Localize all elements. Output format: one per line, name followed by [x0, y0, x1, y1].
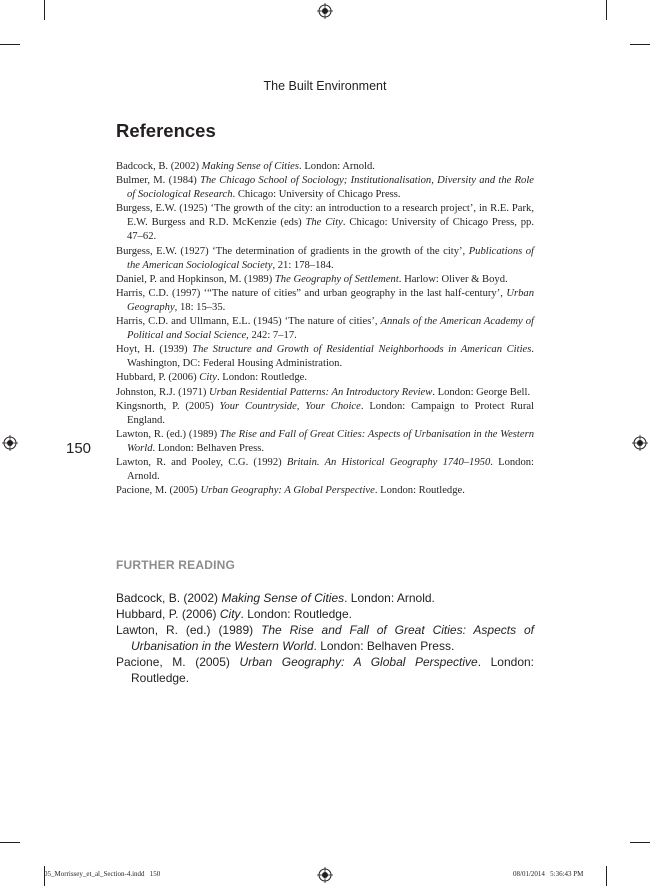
- crop-mark: [630, 842, 650, 843]
- reference-entry: Burgess, E.W. (1925) ‘The growth of the city: an introduction to a research project’, in R.E. Park, E.W. Burgess and R.D. McKenzie (eds) The City. Chicago: University of Chicago Press, pp. 47–62.: [116, 203, 534, 243]
- further-reading-entry: Lawton, R. (ed.) (1989) The Rise and Fall of Great Cities: Aspects of Urbanisation in the Western World. London: Belhaven Press.: [116, 623, 534, 653]
- reference-entry: Lawton, R. (ed.) (1989) The Rise and Fall of Great Cities: Aspects of Urbanisation in the Western World. London: Belhaven Press.: [116, 428, 534, 454]
- references-list: [116, 160, 534, 498]
- reference-entry: Hoyt, H. (1939) The Structure and Growth of Residential Neighborhoods in American Cities. Washington, DC: Federal Housing Administration.: [116, 344, 534, 370]
- registration-mark-icon: [632, 435, 648, 451]
- registration-mark-icon: [2, 435, 18, 451]
- page-number: 150: [66, 440, 92, 457]
- crop-mark: [0, 44, 20, 45]
- further-reading-entry: Hubbard, P. (2006) City. London: Routledge.: [116, 607, 352, 621]
- further-reading-entry: Badcock, B. (2002) Making Sense of Cities. London: Arnold.: [116, 591, 435, 605]
- reference-entry: Bulmer, M. (1984) The Chicago School of Sociology; Institutionalisation, Diversity and the Role of Sociological Research. Chicago: University of Chicago Press.: [116, 175, 534, 201]
- reference-entry: Lawton, R. and Pooley, C.G. (1992) Britain. An Historical Geography 1740–1950. London: Arnold.: [116, 456, 534, 483]
- slug-date-info: 08/01/2014 5:36:43 PM: [513, 870, 584, 878]
- crop-mark: [630, 44, 650, 45]
- reference-entry: Harris, C.D. (1997) ‘“The nature of cities” and urban geography in the last half-century’, Urban Geography, 18: 15–35.: [116, 287, 534, 313]
- reference-entry: Kingsnorth, P. (2005) Your Countryside, Your Choice. London: Campaign to Protect Rural England.: [116, 400, 534, 426]
- running-header: The Built Environment: [263, 79, 387, 93]
- reference-entry: Harris, C.D. and Ullmann, E.L. (1945) ‘The nature of cities’, Annals of the American Academy of Political and Social Science, 242: 7–17.: [116, 316, 534, 342]
- further-reading-heading: FURTHER READING: [116, 558, 235, 572]
- reference-entry: Badcock, B. (2002) Making Sense of Cities. London: Arnold.: [116, 161, 375, 172]
- further-reading-entry: Pacione, M. (2005) Urban Geography: A Global Perspective. London: Routledge.: [116, 655, 534, 685]
- slug-file-info: 05_Morrissey_et_al_Section-4.indd 150: [44, 870, 161, 878]
- reference-entry: Pacione, M. (2005) Urban Geography: A Global Perspective. London: Routledge.: [116, 485, 465, 497]
- registration-mark-icon: [317, 3, 333, 19]
- crop-mark: [0, 842, 20, 843]
- reference-entry: Daniel, P. and Hopkinson, M. (1989) The Geography of Settlement. Harlow: Oliver & Boyd.: [116, 273, 508, 285]
- reference-entry: Burgess, E.W. (1927) ‘The determination of gradients in the growth of the city’, Publications of the American Sociological Society, 21: 178–184.: [116, 245, 534, 271]
- registration-mark-icon: [317, 867, 333, 883]
- crop-mark: [606, 866, 607, 886]
- reference-entry: Johnston, R.J. (1971) Urban Residential Patterns: An Introductory Review. London: George Bell.: [116, 386, 531, 398]
- reference-entry: Hubbard, P. (2006) City. London: Routledge.: [116, 372, 307, 384]
- crop-mark: [44, 0, 45, 20]
- further-reading-list: [116, 590, 534, 686]
- references-heading: References: [116, 120, 216, 141]
- crop-mark: [606, 0, 607, 20]
